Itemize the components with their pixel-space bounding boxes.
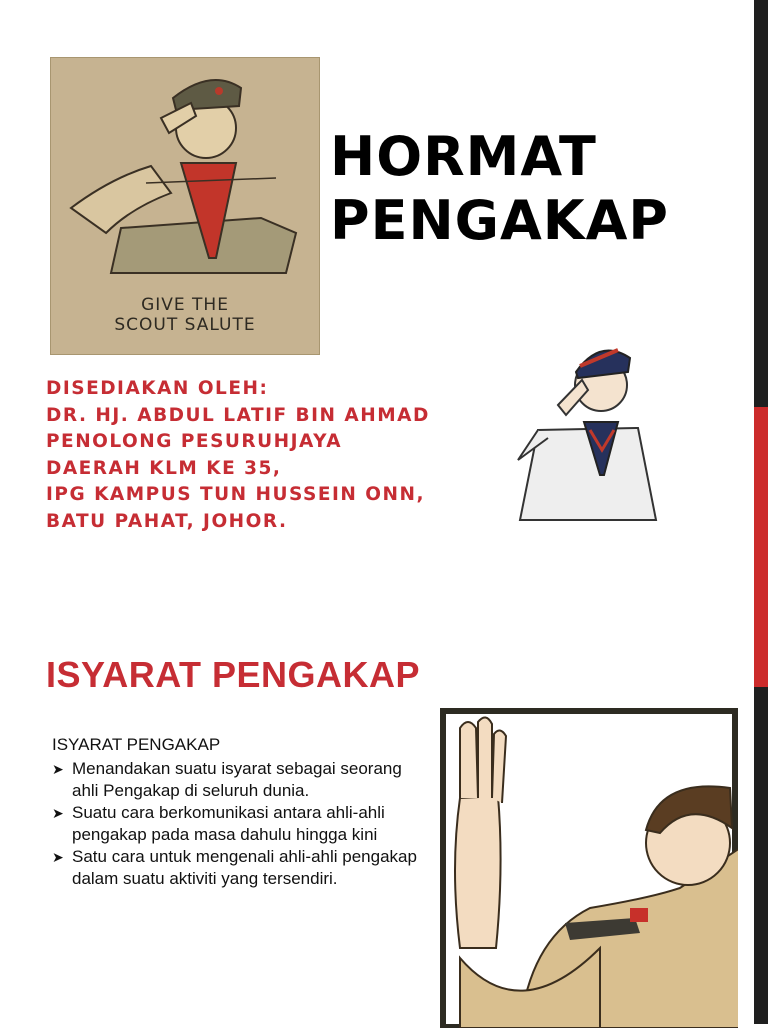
author-line: DAERAH KLM KE 35, — [46, 457, 282, 479]
bullet-list — [52, 758, 422, 890]
right-edge-red-accent — [754, 407, 768, 687]
author-line: DISEDIAKAN OLEH: — [46, 378, 269, 399]
list-item — [52, 802, 422, 846]
bullet-text: Suatu cara berkomunikasi antara ahli-ahli pengakap pada masa dahulu hingga kini — [72, 803, 385, 844]
body-intro: ISYARAT PENGAKAP — [52, 735, 221, 754]
arrow-bullet-icon: ➤ — [52, 805, 64, 821]
slide-2 — [0, 620, 754, 1024]
list-item — [52, 846, 422, 890]
slide-body-text — [52, 734, 422, 890]
arrow-bullet-icon: ➤ — [52, 849, 64, 865]
poster-caption-line-2: SCOUT SALUTE — [114, 315, 256, 335]
section-heading: ISYARAT PENGAKAP — [46, 654, 421, 695]
scout-sign-hand-illustration — [440, 708, 738, 1028]
saluting-scout-illustration — [508, 330, 664, 530]
author-line: PENOLONG PESURUHJAYA — [46, 431, 343, 452]
slide-title — [330, 125, 740, 253]
author-line: IPG KAMPUS TUN HUSSEIN ONN, — [46, 484, 426, 505]
author-line: DR. HJ. ABDUL LATIF BIN AHMAD — [46, 404, 430, 426]
author-line: BATU PAHAT, JOHOR. — [46, 510, 288, 532]
title-line-2: PENGAKAP — [330, 189, 669, 252]
author-info — [46, 376, 496, 535]
title-line-1: HORMAT — [330, 125, 597, 188]
list-item — [52, 758, 422, 802]
scout-salute-poster-image — [50, 57, 320, 355]
arrow-bullet-icon: ➤ — [52, 761, 64, 777]
poster-caption-line-1: GIVE THE — [141, 295, 229, 315]
bullet-text: Satu cara untuk mengenali ahli-ahli pengakap dalam suatu aktiviti yang tersendiri. — [72, 847, 417, 888]
bullet-text: Menandakan suatu isyarat sebagai seorang ahli Pengakap di seluruh dunia. — [72, 759, 402, 800]
